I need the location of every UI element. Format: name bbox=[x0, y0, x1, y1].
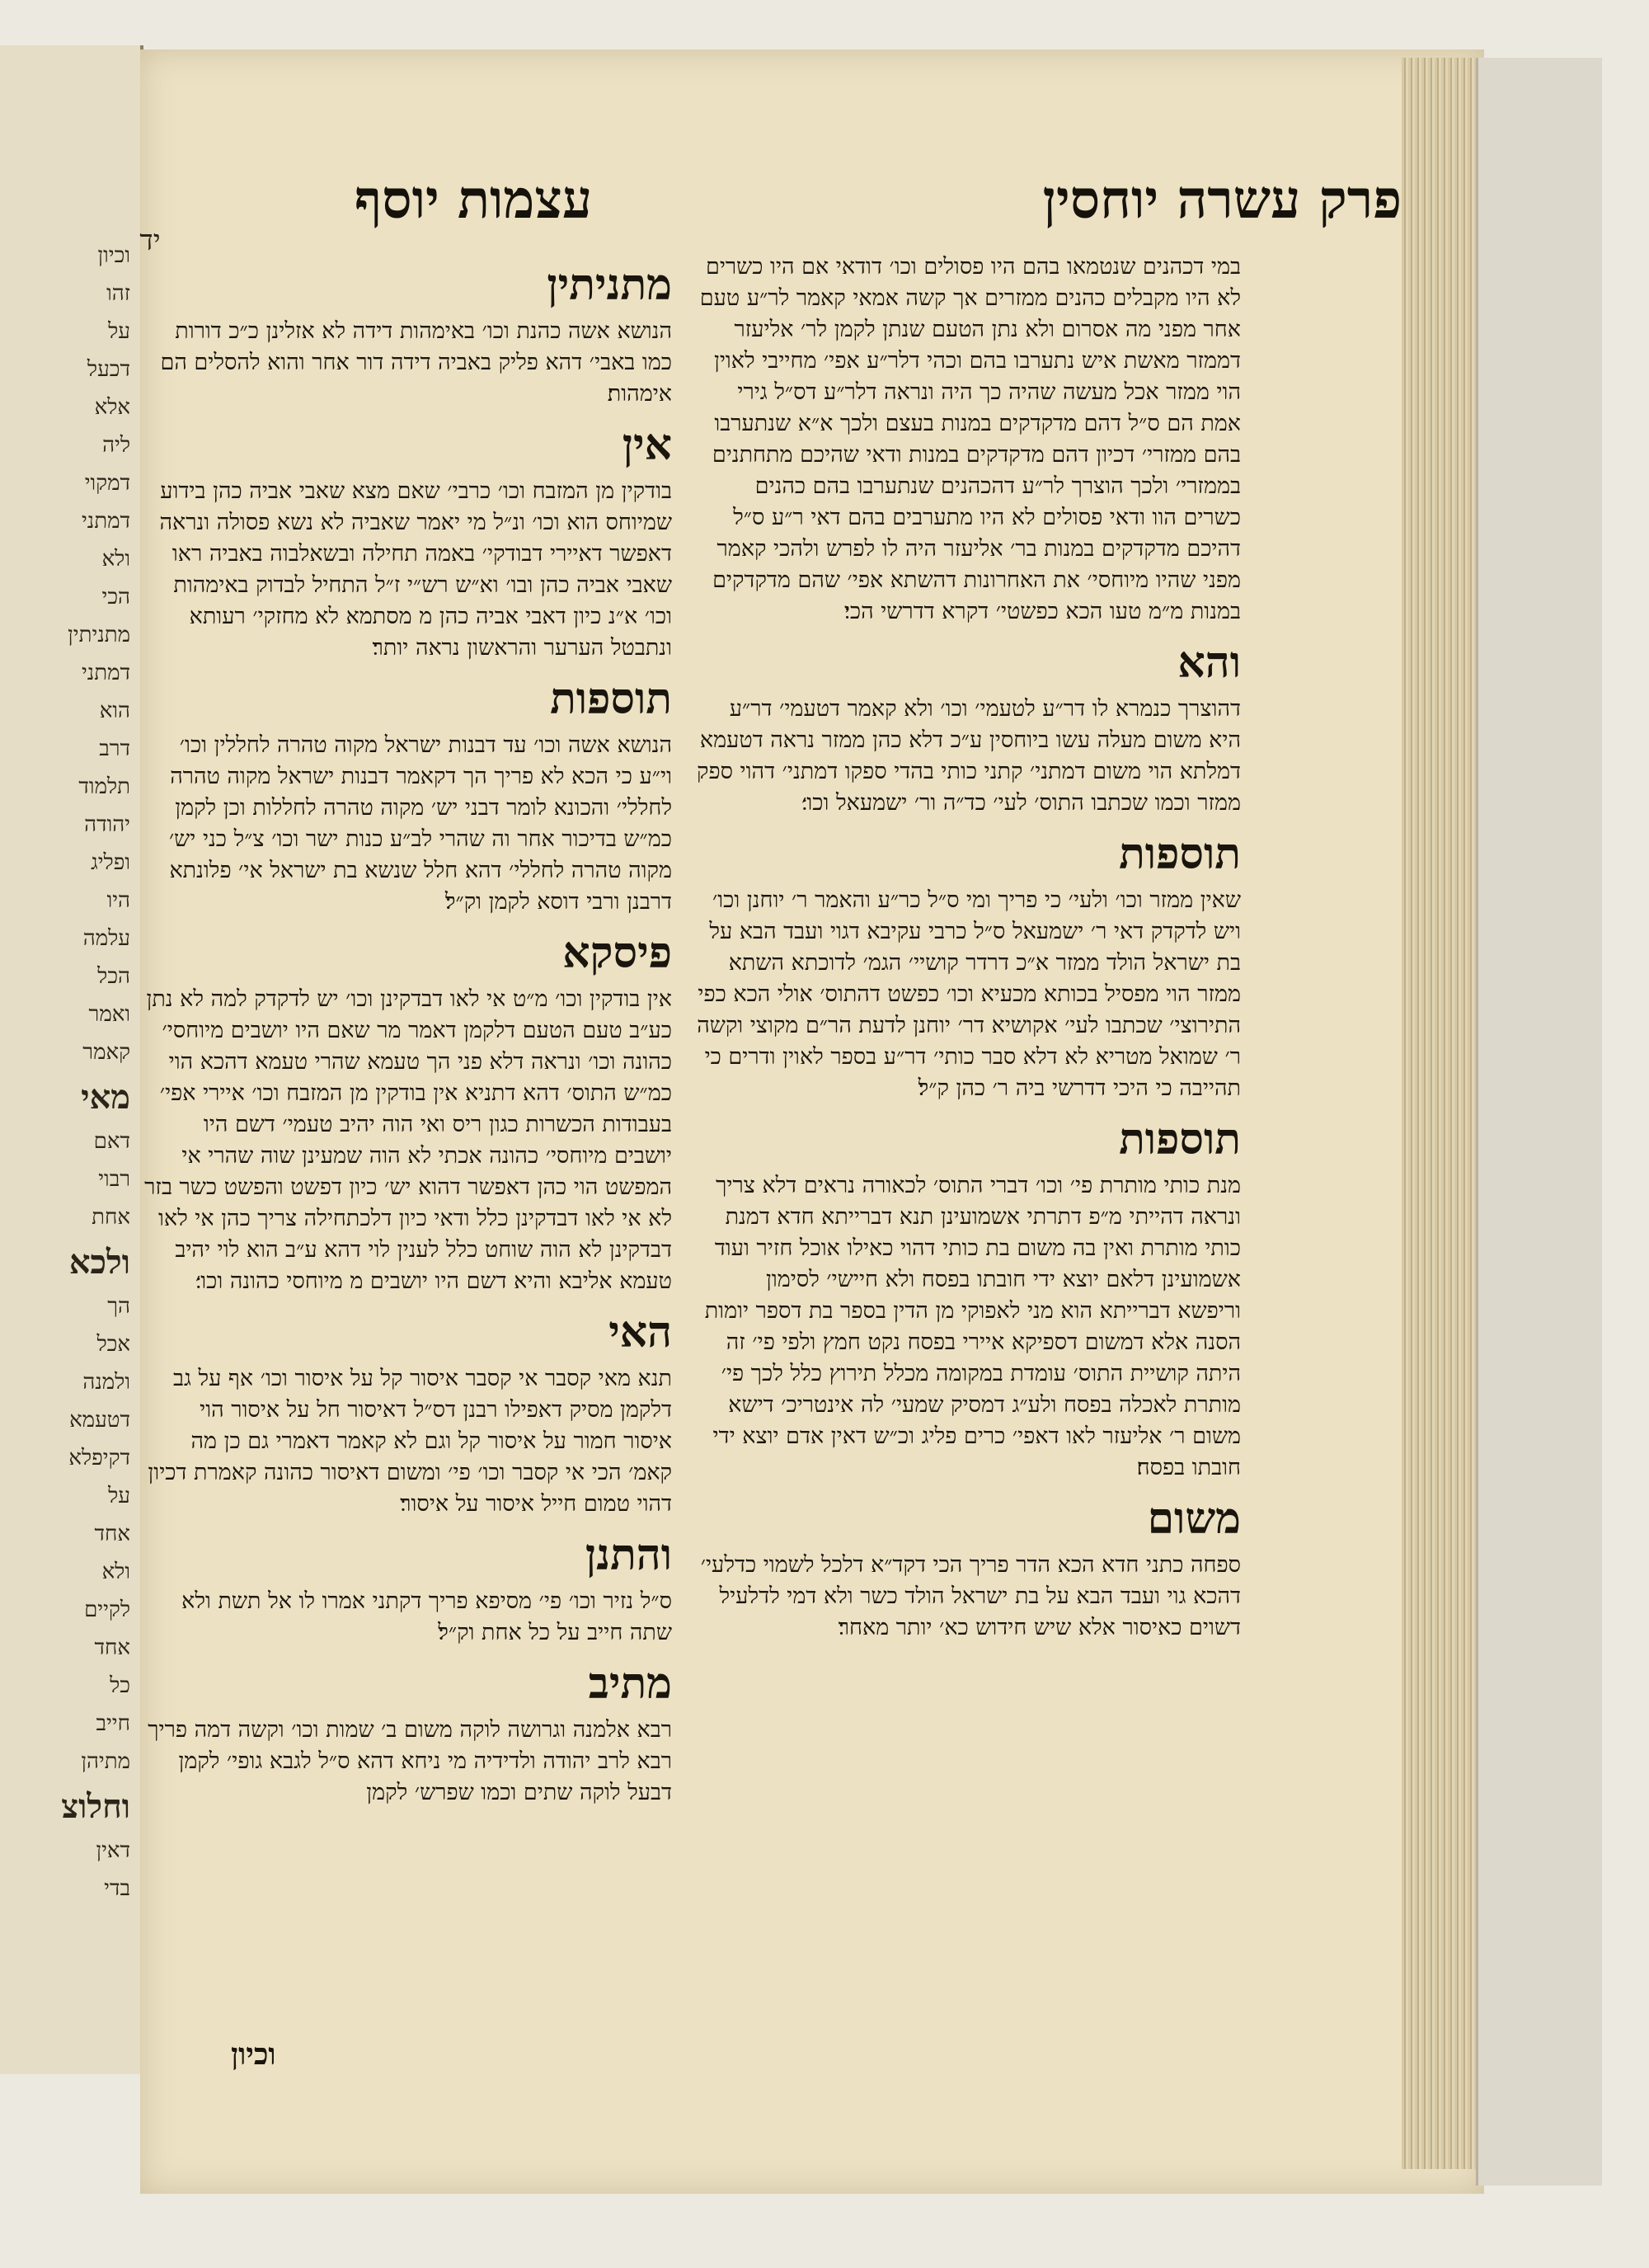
facing-page-line: רבוי bbox=[98, 1167, 130, 1192]
facing-page-line: דמתני bbox=[81, 661, 130, 685]
facing-page-line: הכי bbox=[101, 585, 130, 609]
leaf-number: יד bbox=[139, 224, 161, 257]
facing-page-line: ולכא bbox=[68, 1243, 130, 1282]
facing-page-line: בדי bbox=[104, 1876, 130, 1901]
commentary-paragraph: במי דכהנים שנטמאו בהם היו פסולים וכו׳ דודאי אם היו כשרים לא היו מקבלים כהנים ממזרים אך קשה אמאי קאמר לר״ע טעם אחר מפני מה אסרום ולא נתן הטעם שנתן לקמן לר׳ אליעזר דממזר מאשת איש נתערבו בהם וכהי דלר״ע אפי׳ מחייבי לאוין הוי ממזר אכל מעשה שהיה כך היה ונראה דלר״ע דס״ל גירי אמת הם ס״ל דהם מדקדקים במנות בעצם ולכך א״א שנתערבו בהם ממזרי׳ דכיון דהם מדקדקים במנות ודאי שהיכם מתחתנים בממזרי׳ ולכך הוצרך לר״ע דהכהנים שנתערבו בהם כהנים כשרים הוו ודאי פסולים לא היו מתערבים בהם דאי ר״ע ס״ל דהיכם מדקדקים במנות בר׳ אליעזר היה לו לפרש ולהכי קאמר מפני שהיו מיוחסי׳ את האחרונות דהשתא אפי׳ שהם מדקדקים במנות מ״מ טעו הכא כפשטי׳ דקרא דדרשי הכי׃ bbox=[699, 254, 1241, 624]
facing-page-line: הוא bbox=[99, 699, 130, 723]
facing-page-line: וכיון bbox=[97, 243, 130, 268]
facing-page-line: אחד bbox=[94, 1635, 130, 1660]
facing-page-line: הך bbox=[107, 1294, 130, 1319]
facing-page-line: אחת bbox=[92, 1205, 130, 1230]
facing-page-line: כל bbox=[110, 1673, 130, 1698]
commentary-paragraph: בודקין מן המזבח וכו׳ כרבי׳ שאם מצא שאבי אביה כהן בידוע שמיוחס הוא וכו׳ ונ״ל מי יאמר שאביה לא נשא פסולה ונראה דאפשר דאיירי דבודקי׳ באמה תחילה ובשאלבוה באביה ראו שאבי אביה כהן ובו׳ וא״ש רש״י ז״ל התחיל לבדוק באימהות וכו׳ א״נ כיון דאבי אביה כהן מ מסתמא לא מחזקי׳ רעותא ונתבטל הערער והראשון נראה יותר׃ bbox=[159, 478, 672, 661]
running-headers bbox=[165, 169, 1418, 260]
facing-page-line: ופליג bbox=[91, 850, 130, 875]
facing-page-line: לקיים bbox=[84, 1597, 130, 1622]
header-left: עצמות יוסף bbox=[355, 169, 593, 231]
commentary-paragraph: הנושא אשה כהנת וכו׳ באימהות דידה לא אזלינן כ״כ דורות כמו באבי׳ דהא פליק באביה דידה דור אחר והוא להסלים הם אימהות׃ bbox=[160, 318, 672, 407]
header-right: פרק עשרה יוחסין bbox=[1042, 169, 1402, 231]
commentary-paragraph: רבא אלמנה וגרושה לוקה משום ב׳ שמות וכו׳ וקשה דמה פריך רבא לרב יהודה ולדידיה מי ניחא דהא ס״ל לגבא גופי׳ לקמן דבעל לוקה שתים וכמו שפרש׳ לקמן bbox=[148, 1717, 672, 1805]
section-heading: מתניתין bbox=[547, 260, 672, 310]
section-heading: תוספות bbox=[550, 674, 672, 724]
facing-page-line: דקיפלא bbox=[68, 1446, 130, 1470]
facing-page-line: דרב bbox=[99, 736, 130, 761]
commentary-paragraph: תנא מאי קסבר אי קסבר איסור קל על איסור וכו׳ אף על גב דלקמן מסיק דאפילו רבנן דס״ל דאיסור חל על איסור הוי איסור חמור על איסור קל וגם לא קאמר דאמרי גם כן מה קאמ׳ הכי אי קסבר וכו׳ פי׳ ומשום דאיסור כהונה קאמרת דכיון דהוי טמום חייל איסור על איסור׃ bbox=[148, 1366, 672, 1517]
facing-page-line: ולא bbox=[101, 547, 130, 572]
section-heading: תוספות bbox=[1119, 829, 1241, 879]
commentary-paragraph: שאין ממזר וכו׳ ולעי׳ כי פריך ומי ס״ל כר״ע והאמר ר׳ יוחנן וכו׳ ויש לדקדק דאי ר׳ ישמעאל ס״ל כרבי עקיבא דגוי ועבד הבא על בת ישראל הולד ממזר א״כ דרדר קושיי׳ הגמ׳ לדוכתא השתא ממזר הוי מפסיל בכותא מכעיא וכו׳ כפשט דהתוס׳ אולי הכא כפי התירוצי׳ שכתבו לעי׳ אקושיא דר׳ יוחנן לדעת הר״ם מקוצי וקשה ר׳ שמואל מטריא לא דלא סבר כותי׳ דר״ע בספר לאוין ודרים כי תהייבה כי היכי דדרשי ביה ר׳ כהן ק״ל׃ bbox=[697, 887, 1241, 1101]
section-heading: והתנן bbox=[585, 1530, 672, 1580]
facing-page-line: יהודה bbox=[84, 812, 130, 837]
facing-page-line: אלא bbox=[94, 395, 130, 420]
section-heading: משום bbox=[1147, 1494, 1241, 1544]
facing-page-line: דמקוי bbox=[84, 471, 130, 496]
commentary-paragraph: אין בודקין וכו׳ מ״ט אי לאו דבדקינן וכו׳ יש לדקדק למה לא נתן כע״ב טעם הטעם דלקמן דאמר מר שאם היו יושבים מיוחסי׳ כהונה וכו׳ ונראה דלא פני הך טעמא שהרי טעמא דהכא הוי כמ״ש התוס׳ דהא דתניא אין בודקין מן המזבח וכו׳ איירי אפי׳ בעבודות הכשרות כגון ריס ואי הוה יהיב טעמי׳ דשם היו יושבים מיוחסי׳ כהונה אכתי לא הוה שמעינן שוה שהרי אי המפשט הוי כהן דאפשר דהוא יש׳ כיון דפשט והפשט כשר בזר לא אי לאו דבדקינן כלל ודאי כיון דלכתחילה צריך כהן אי לאו דבדקינן לא הוה שוחט כלל לענין לוי דהא ע״ב הוא לוי יהיב טעמא אליבא והיא דשם היו יושבים מ מיוחסי כהונה וכו׳׃ bbox=[144, 986, 672, 1294]
facing-page-line: דאין bbox=[96, 1838, 130, 1863]
facing-page-line: ולמנה bbox=[82, 1370, 130, 1395]
catchword: וכיון bbox=[231, 2037, 276, 2072]
facing-page-line: דטעמא bbox=[69, 1408, 130, 1433]
commentary-paragraph: דהוצרך כנמרא לו דר״ע לטעמי׳ וכו׳ ולא קאמר דטעמי׳ דר״ע היא משום מעלה עשו ביוחסין ע״כ דלא כהן ממזר נראה דטעמא דמלתא הוי משום דמתני׳ קתני כותי בהדי ספקו דמתני׳ דהוי ספק ממזר וכמו שכתבו התוס׳ לעי׳ כד״ה ור׳ ישמעאל וכו׳׃ bbox=[697, 696, 1241, 816]
facing-page-line: ליה bbox=[102, 433, 130, 458]
facing-page-line: מאי bbox=[81, 1078, 130, 1117]
facing-page-line: דכעל bbox=[87, 357, 130, 382]
facing-page-line: מתיהן bbox=[81, 1749, 130, 1774]
facing-page-line: חייב bbox=[96, 1711, 130, 1736]
facing-page-line: מתניתין bbox=[68, 623, 130, 647]
commentary-paragraph: מנת כותי מותרת פי׳ וכו׳ דברי התוס׳ לכאורה נראים דלא צריך ונראה דהייתי מ״פ דתרתי אשמועינן תנא דברייתא חדא דמנת כותי מותרת ואין בה משום בת כותי דהוי כאילו אוכל חזיר ועוד אשמועינן דלאם יוצא ידי חובתו בפסח ולא חיישי׳ לסימון וריפשא דברייתא הוא מני לאפוקי מן הדין בספר בת דספר יומות הסנה אלא דמשום דספיקא איירי בפסח נקט חמץ ולפי פי׳ זה היתה קושיית התוס׳ עומדת במקומה מכלל תירוץ כלל לכך פי׳ מותרת לאכלה בפסח ולע״ג דמסיק שמעי׳ לה אינטריכ׳ דישא משום ר׳ אליעזר לאו דאפי׳ כרים פליג וכ״ש דאין אדם יוצא ידי חובתו בפסח׃ bbox=[704, 1173, 1241, 1480]
facing-page-line: אכל bbox=[96, 1332, 130, 1357]
left-column bbox=[144, 252, 672, 1817]
section-heading: אין bbox=[622, 420, 672, 470]
facing-page-line: תלמוד bbox=[78, 774, 130, 799]
facing-page-line: וחלוצ bbox=[61, 1787, 130, 1826]
facing-page-line: קאמר bbox=[82, 1040, 130, 1065]
facing-page-line: על bbox=[108, 1484, 130, 1508]
facing-page-line: ואמר bbox=[88, 1002, 130, 1027]
right-column bbox=[697, 252, 1241, 1652]
section-heading: מתיב bbox=[588, 1659, 672, 1709]
scan-margin bbox=[1476, 58, 1602, 2186]
section-heading: פיסקא bbox=[562, 928, 672, 978]
section-heading: האי bbox=[608, 1307, 672, 1358]
section-heading: תוספות bbox=[1119, 1114, 1241, 1165]
facing-page-line: דמתני bbox=[81, 509, 130, 534]
commentary-paragraph: ספחה כתני חדא הכא הדר פריך הכי דקד״א דלכל לשמוי כדלעי׳ דהכא גוי ועבד הבא על בת ישראל הולד כשר ולא דמי לדלעיל דשוים כאיסור אלא שיש חידוש כא׳ יותר מאחר׃ bbox=[700, 1552, 1241, 1640]
facing-page-line: על bbox=[108, 319, 130, 344]
facing-page-line: ולא bbox=[101, 1560, 130, 1584]
facing-page-line: היו bbox=[106, 888, 130, 913]
facing-page-line: דאם bbox=[93, 1129, 130, 1154]
commentary-paragraph: הנושא אשה וכו׳ עד דבנות ישראל מקוה טהרה לחללין וכו׳ וי״ע כי הכא לא פריך הך דקאמר דבנות ישראל מקוה טהרה לחללי׳ והכונא לומר דבני יש׳ מקוה טהרה לחללות וכן לקמן כמ״ש בדיכור אחר וה שהרי לב״ע כנות ישר וכו׳ צ״ל כני יש׳ מקוה טהרה לחללי׳ דהא חלל שנשא בת ישראל אי׳ פלונתא דרבנן ורבי דוסא לקמן וק״ל׃ bbox=[168, 732, 672, 915]
facing-page-line: זהו bbox=[106, 281, 130, 306]
facing-page bbox=[0, 45, 143, 2074]
page-edges bbox=[1402, 58, 1476, 2169]
section-heading: והא bbox=[1177, 638, 1241, 688]
commentary-paragraph: ס״ל נזיר וכו׳ פי׳ מסיפא פריך דקתני אמרו לו אל תשת ולא שתה חייב על כל אחת וק״ל׃ bbox=[181, 1588, 672, 1645]
facing-page-line: עלמה bbox=[82, 926, 130, 951]
facing-page-line: אחד bbox=[94, 1522, 130, 1546]
facing-page-line: הכל bbox=[97, 964, 130, 989]
